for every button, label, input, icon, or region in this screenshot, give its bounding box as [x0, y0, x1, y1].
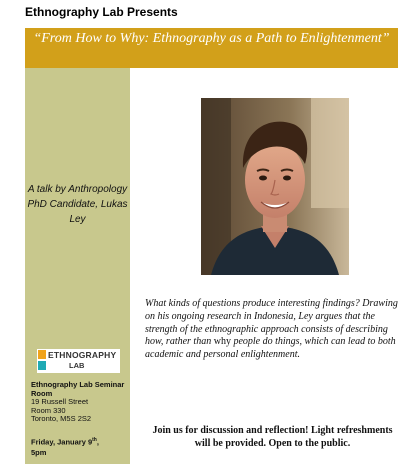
abstract-emphasis: why: [213, 336, 231, 348]
abstract-part2: people do things, which can lead to both academic and personal enlightenment.: [145, 336, 396, 361]
talk-abstract: [145, 298, 400, 362]
venue-address-line: 19 Russell Street: [31, 397, 89, 406]
venue-block: [31, 381, 129, 424]
venue-name: Ethnography Lab Seminar Room: [31, 380, 125, 398]
logo-line1: ETHNOGRAPHY: [48, 350, 117, 360]
title-banner: [25, 28, 398, 68]
speaker-photo-illustration: [201, 98, 349, 275]
venue-address-line: Toronto, M5S 2S2: [31, 414, 92, 423]
abstract-part1: What kinds of questions produce interesting findings? Drawing on his ongoing research in Indonesia, Ley argues that the strength of the ethnographic approach consists of describing how, rather than: [145, 298, 398, 348]
date-ordinal: th: [92, 437, 97, 443]
presenter-header: Ethnography Lab Presents: [25, 5, 178, 19]
venue-address-line: Room 330: [31, 405, 66, 415]
talk-info: A talk by Anthropology PhD Candidate, Lukas Ley: [27, 184, 128, 225]
date-comma: ,: [96, 437, 99, 447]
date-text: Friday, January 9: [31, 437, 93, 447]
logo-line2: LAB: [69, 361, 85, 370]
event-date: [31, 435, 129, 458]
logo-orange-block: [38, 350, 46, 359]
ethnography-lab-logo: [37, 349, 120, 373]
talk-title: “From How to Why: Ethnography as a Path to Enlightenment”: [33, 31, 390, 46]
logo-teal-block: [38, 361, 46, 370]
invitation-footer: Join us for discussion and reflection! Light refreshments will be provided. Open to the public.: [152, 425, 393, 449]
speaker-photo: [201, 98, 349, 275]
event-time: 5pm: [31, 447, 47, 457]
